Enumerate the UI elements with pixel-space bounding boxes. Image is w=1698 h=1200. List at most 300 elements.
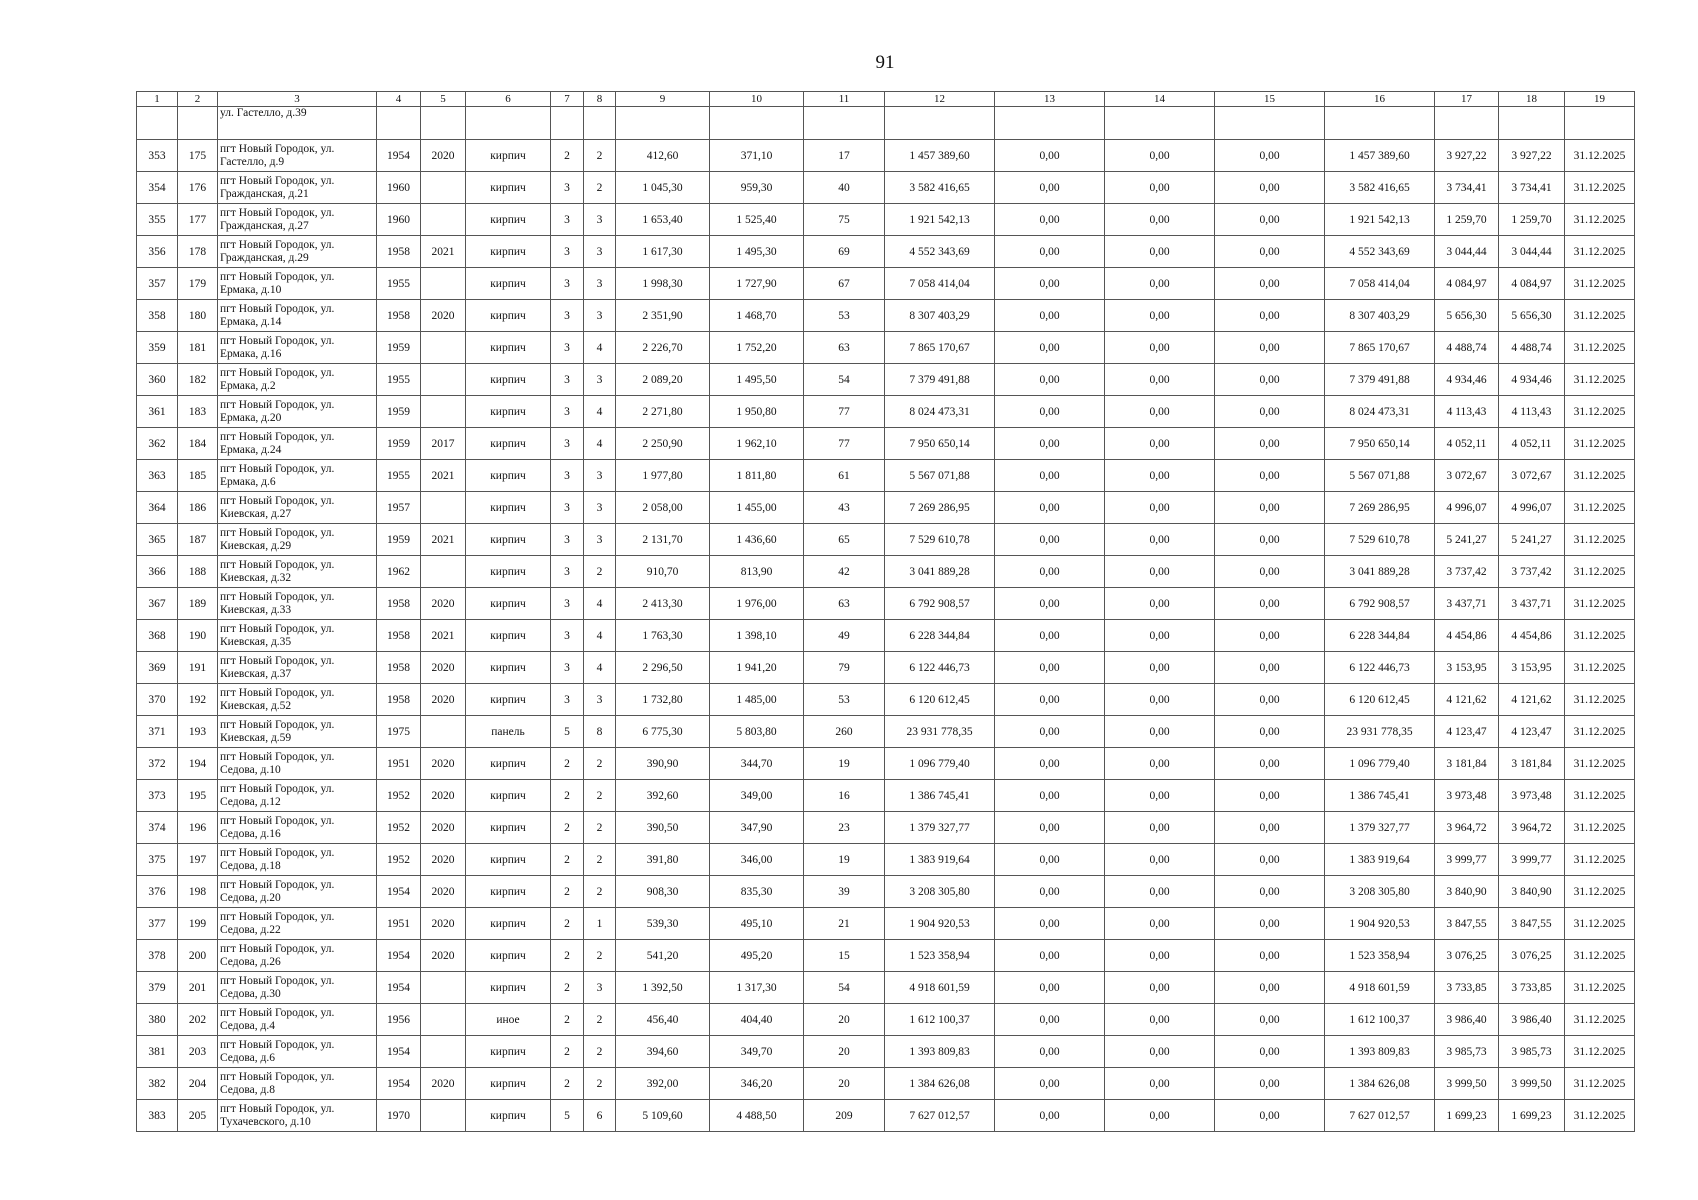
table-cell: 31.12.2025 xyxy=(1565,716,1635,748)
table-cell: 31.12.2025 xyxy=(1565,972,1635,1004)
table-cell: 412,60 xyxy=(616,140,710,172)
table-cell: 2020 xyxy=(421,812,466,844)
table-cell: 63 xyxy=(804,588,885,620)
table-cell: 2 250,90 xyxy=(616,428,710,460)
table-cell: 6 122 446,73 xyxy=(885,652,995,684)
table-cell: 362 xyxy=(137,428,178,460)
table-cell: 31.12.2025 xyxy=(1565,460,1635,492)
table-cell: 373 xyxy=(137,780,178,812)
table-cell: 180 xyxy=(178,300,218,332)
table-cell: 0,00 xyxy=(1215,620,1325,652)
table-cell: 0,00 xyxy=(1215,684,1325,716)
address-cell: пгт Новый Городок, ул. Седова, д.16 xyxy=(218,812,377,844)
table-cell: 1 732,80 xyxy=(616,684,710,716)
table-row xyxy=(137,140,1635,172)
table-cell: 0,00 xyxy=(1215,140,1325,172)
table-cell: 175 xyxy=(178,140,218,172)
table-cell: кирпич xyxy=(466,844,551,876)
table-cell: 16 xyxy=(804,780,885,812)
table-cell: 1 495,50 xyxy=(710,364,804,396)
table-cell: 31.12.2025 xyxy=(1565,492,1635,524)
table-cell: 1 457 389,60 xyxy=(1325,140,1435,172)
table-cell: кирпич xyxy=(466,940,551,972)
table-cell: 31.12.2025 xyxy=(1565,620,1635,652)
table-cell: кирпич xyxy=(466,332,551,364)
table-cell: 4 084,97 xyxy=(1499,268,1565,300)
table-cell: 383 xyxy=(137,1100,178,1132)
table-cell: 1 921 542,13 xyxy=(885,204,995,236)
table-cell: 3 153,95 xyxy=(1435,652,1499,684)
table-row xyxy=(137,524,1635,556)
table-cell: 31.12.2025 xyxy=(1565,1068,1635,1100)
table-cell: 0,00 xyxy=(995,844,1105,876)
table-cell: 2021 xyxy=(421,236,466,268)
table-cell: 5 241,27 xyxy=(1435,524,1499,556)
table-cell: 65 xyxy=(804,524,885,556)
table-cell: 0,00 xyxy=(1105,748,1215,780)
table-cell: 1954 xyxy=(377,972,421,1004)
table-cell: 3 xyxy=(551,556,584,588)
address-cell: пгт Новый Городок, ул. Ермака, д.2 xyxy=(218,364,377,396)
table-cell: 1 259,70 xyxy=(1435,204,1499,236)
table-cell: 193 xyxy=(178,716,218,748)
table-cell: 0,00 xyxy=(1105,812,1215,844)
table-cell: 3 076,25 xyxy=(1435,940,1499,972)
table-cell: 184 xyxy=(178,428,218,460)
table-cell: кирпич xyxy=(466,428,551,460)
table-cell: 1 386 745,41 xyxy=(885,780,995,812)
table-cell: 3 973,48 xyxy=(1499,780,1565,812)
table-cell: 31.12.2025 xyxy=(1565,748,1635,780)
table-cell: 7 269 286,95 xyxy=(1325,492,1435,524)
table-cell: 0,00 xyxy=(1215,1036,1325,1068)
table-cell: 3 734,41 xyxy=(1499,172,1565,204)
table-cell: 3 733,85 xyxy=(1435,972,1499,1004)
table-cell: 200 xyxy=(178,940,218,972)
table-cell: 191 xyxy=(178,652,218,684)
table-cell: 183 xyxy=(178,396,218,428)
table-row xyxy=(137,1068,1635,1100)
table-cell: 2 xyxy=(551,940,584,972)
table-cell: 2 xyxy=(551,780,584,812)
table-cell: 196 xyxy=(178,812,218,844)
table-cell: 0,00 xyxy=(995,172,1105,204)
table-cell: 0,00 xyxy=(1105,1036,1215,1068)
table-cell: 392,00 xyxy=(616,1068,710,1100)
table-cell: 539,30 xyxy=(616,908,710,940)
table-cell: 178 xyxy=(178,236,218,268)
table-cell: 31.12.2025 xyxy=(1565,684,1635,716)
table-cell: 17 xyxy=(804,140,885,172)
table-row xyxy=(137,716,1635,748)
table-cell: 3 437,71 xyxy=(1435,588,1499,620)
table-cell: 1 468,70 xyxy=(710,300,804,332)
table-cell: 1 904 920,53 xyxy=(885,908,995,940)
table-cell: 1959 xyxy=(377,396,421,428)
table-cell: 0,00 xyxy=(1215,652,1325,684)
table-cell: кирпич xyxy=(466,620,551,652)
table-cell: 1 904 920,53 xyxy=(1325,908,1435,940)
table-cell: 5 656,30 xyxy=(1499,300,1565,332)
table-cell: 346,20 xyxy=(710,1068,804,1100)
table-cell: 5 xyxy=(551,1100,584,1132)
table-cell: 1954 xyxy=(377,940,421,972)
table-cell: 31.12.2025 xyxy=(1565,524,1635,556)
table-cell: 2 xyxy=(584,812,616,844)
table-cell: 23 931 778,35 xyxy=(885,716,995,748)
table-cell: 3 044,44 xyxy=(1435,236,1499,268)
table-cell: 0,00 xyxy=(1105,300,1215,332)
table-cell: 2 xyxy=(551,876,584,908)
table-cell: 1952 xyxy=(377,844,421,876)
address-cell: пгт Новый Городок, ул. Киевская, д.37 xyxy=(218,652,377,684)
table-cell: 0,00 xyxy=(1215,748,1325,780)
address-cell: пгт Новый Городок, ул. Гражданская, д.27 xyxy=(218,204,377,236)
table-cell: 31.12.2025 xyxy=(1565,332,1635,364)
table-cell: 7 865 170,67 xyxy=(885,332,995,364)
column-header: 17 xyxy=(1435,92,1499,107)
address-cell: пгт Новый Городок, ул. Седова, д.10 xyxy=(218,748,377,780)
table-cell: кирпич xyxy=(466,204,551,236)
table-cell: 3 xyxy=(551,300,584,332)
table-cell: 6 xyxy=(584,1100,616,1132)
table-cell: 189 xyxy=(178,588,218,620)
column-header: 13 xyxy=(995,92,1105,107)
table-cell: 260 xyxy=(804,716,885,748)
table-cell: 0,00 xyxy=(995,940,1105,972)
table-cell: кирпич xyxy=(466,748,551,780)
table-cell: 40 xyxy=(804,172,885,204)
table-cell: 360 xyxy=(137,364,178,396)
table-cell: кирпич xyxy=(466,684,551,716)
table-cell: 198 xyxy=(178,876,218,908)
table-cell: 495,10 xyxy=(710,908,804,940)
table-cell: 1 653,40 xyxy=(616,204,710,236)
table-cell: панель xyxy=(466,716,551,748)
table-cell: 4 454,86 xyxy=(1499,620,1565,652)
table-cell: 67 xyxy=(804,268,885,300)
table-cell: 5 567 071,88 xyxy=(885,460,995,492)
table-cell: 3 999,77 xyxy=(1499,844,1565,876)
table-cell: 188 xyxy=(178,556,218,588)
table-cell: 0,00 xyxy=(995,652,1105,684)
table-cell: 3 737,42 xyxy=(1435,556,1499,588)
table-cell: 1 950,80 xyxy=(710,396,804,428)
table-cell: 0,00 xyxy=(1105,876,1215,908)
column-header: 15 xyxy=(1215,92,1325,107)
table-cell: 2 xyxy=(551,140,584,172)
table-cell: 0,00 xyxy=(1215,780,1325,812)
table-cell: 3 072,67 xyxy=(1435,460,1499,492)
table-cell: 2 xyxy=(551,748,584,780)
table-cell: 3 847,55 xyxy=(1499,908,1565,940)
table-cell xyxy=(421,172,466,204)
table-cell: 0,00 xyxy=(995,268,1105,300)
table-cell: 394,60 xyxy=(616,1036,710,1068)
table-cell: 1951 xyxy=(377,748,421,780)
continued-row xyxy=(137,107,1635,140)
table-cell: 0,00 xyxy=(995,396,1105,428)
table-cell: 0,00 xyxy=(995,908,1105,940)
table-cell: кирпич xyxy=(466,300,551,332)
table-cell: кирпич xyxy=(466,268,551,300)
column-header: 12 xyxy=(885,92,995,107)
table-cell: кирпич xyxy=(466,1068,551,1100)
table-cell: 358 xyxy=(137,300,178,332)
table-cell: 1 392,50 xyxy=(616,972,710,1004)
table-cell: 3 999,50 xyxy=(1499,1068,1565,1100)
table-cell: 3 xyxy=(551,460,584,492)
table-cell: 2 089,20 xyxy=(616,364,710,396)
table-cell: 0,00 xyxy=(1105,556,1215,588)
table-cell: 404,40 xyxy=(710,1004,804,1036)
table-cell: 31.12.2025 xyxy=(1565,1004,1635,1036)
table-cell: 15 xyxy=(804,940,885,972)
table-cell: 3 986,40 xyxy=(1499,1004,1565,1036)
table-cell: 1970 xyxy=(377,1100,421,1132)
table-cell: 204 xyxy=(178,1068,218,1100)
table-cell: 0,00 xyxy=(1105,204,1215,236)
table-cell: 23 931 778,35 xyxy=(1325,716,1435,748)
table-cell xyxy=(421,1100,466,1132)
table-cell: 390,90 xyxy=(616,748,710,780)
table-cell: 4 xyxy=(584,428,616,460)
table-cell: 176 xyxy=(178,172,218,204)
table-cell: 1 617,30 xyxy=(616,236,710,268)
table-cell: 31.12.2025 xyxy=(1565,172,1635,204)
table-cell: 0,00 xyxy=(1105,524,1215,556)
table-cell: 3 xyxy=(551,652,584,684)
address-cell: пгт Новый Городок, ул. Тухачевского, д.10 xyxy=(218,1100,377,1132)
table-cell: 2 xyxy=(584,940,616,972)
table-cell: 1 525,40 xyxy=(710,204,804,236)
table-cell: 356 xyxy=(137,236,178,268)
table-cell: 182 xyxy=(178,364,218,396)
table-cell: 3 xyxy=(584,364,616,396)
table-cell: 4 xyxy=(584,332,616,364)
table-cell: 0,00 xyxy=(1105,684,1215,716)
table-cell: 1 485,00 xyxy=(710,684,804,716)
table-cell: 0,00 xyxy=(995,460,1105,492)
table-cell: 42 xyxy=(804,556,885,588)
table-cell: 0,00 xyxy=(1105,428,1215,460)
table-cell: 181 xyxy=(178,332,218,364)
table-row xyxy=(137,748,1635,780)
table-row xyxy=(137,300,1635,332)
table-row xyxy=(137,172,1635,204)
table-cell: 21 xyxy=(804,908,885,940)
table-cell: 0,00 xyxy=(1215,524,1325,556)
table-cell: 3 999,77 xyxy=(1435,844,1499,876)
table-cell: 1 612 100,37 xyxy=(885,1004,995,1036)
table-cell: 5 109,60 xyxy=(616,1100,710,1132)
table-cell: 392,60 xyxy=(616,780,710,812)
table-cell: 379 xyxy=(137,972,178,1004)
table-cell: 908,30 xyxy=(616,876,710,908)
table-cell: 194 xyxy=(178,748,218,780)
table-cell: 377 xyxy=(137,908,178,940)
table-row xyxy=(137,684,1635,716)
table-cell: 6 228 344,84 xyxy=(885,620,995,652)
table-cell: 0,00 xyxy=(995,556,1105,588)
table-cell: 8 307 403,29 xyxy=(1325,300,1435,332)
table-cell: 49 xyxy=(804,620,885,652)
table-cell: 2021 xyxy=(421,620,466,652)
table-cell: 19 xyxy=(804,748,885,780)
table-cell: 7 058 414,04 xyxy=(1325,268,1435,300)
column-header: 7 xyxy=(551,92,584,107)
table-cell: 456,40 xyxy=(616,1004,710,1036)
table-cell: 1955 xyxy=(377,460,421,492)
table-row xyxy=(137,588,1635,620)
table-cell: 0,00 xyxy=(1105,492,1215,524)
table-cell: 0,00 xyxy=(995,140,1105,172)
table-cell: 4 488,74 xyxy=(1499,332,1565,364)
table-row xyxy=(137,812,1635,844)
table-cell: 0,00 xyxy=(995,972,1105,1004)
table-cell: 0,00 xyxy=(1215,972,1325,1004)
table-cell: 3 xyxy=(551,332,584,364)
table-cell: 1 096 779,40 xyxy=(885,748,995,780)
table-cell: 1 259,70 xyxy=(1499,204,1565,236)
table-cell: 1 384 626,08 xyxy=(1325,1068,1435,1100)
table-cell: 31.12.2025 xyxy=(1565,876,1635,908)
table-cell: 3 733,85 xyxy=(1499,972,1565,1004)
table-cell: 4 052,11 xyxy=(1435,428,1499,460)
table-cell: 1 379 327,77 xyxy=(885,812,995,844)
table-cell: 375 xyxy=(137,844,178,876)
table-cell: 381 xyxy=(137,1036,178,1068)
table-cell: 0,00 xyxy=(1105,236,1215,268)
table-cell: 5 241,27 xyxy=(1499,524,1565,556)
table-cell: 4 552 343,69 xyxy=(885,236,995,268)
table-cell: 0,00 xyxy=(995,1068,1105,1100)
table-cell: 0,00 xyxy=(1215,556,1325,588)
table-cell: 4 123,47 xyxy=(1499,716,1565,748)
table-cell: 1954 xyxy=(377,140,421,172)
table-cell: 4 123,47 xyxy=(1435,716,1499,748)
table-cell: 3 xyxy=(551,492,584,524)
table-cell: 31.12.2025 xyxy=(1565,556,1635,588)
table-cell: 31.12.2025 xyxy=(1565,1036,1635,1068)
column-header: 8 xyxy=(584,92,616,107)
table-cell: 1958 xyxy=(377,300,421,332)
table-cell: 7 950 650,14 xyxy=(885,428,995,460)
table-cell: 2 058,00 xyxy=(616,492,710,524)
table-cell: 20 xyxy=(804,1004,885,1036)
table-cell: 190 xyxy=(178,620,218,652)
table-cell: 75 xyxy=(804,204,885,236)
table-row xyxy=(137,972,1635,1004)
table-cell: 7 379 491,88 xyxy=(1325,364,1435,396)
table-cell: 2 xyxy=(551,812,584,844)
table-cell: 0,00 xyxy=(1215,332,1325,364)
table-cell: 199 xyxy=(178,908,218,940)
table-row xyxy=(137,364,1635,396)
table-cell: 7 529 610,78 xyxy=(1325,524,1435,556)
table-cell: 378 xyxy=(137,940,178,972)
table-cell: кирпич xyxy=(466,172,551,204)
table-cell: 1959 xyxy=(377,332,421,364)
table-cell: 186 xyxy=(178,492,218,524)
table-cell: 2 351,90 xyxy=(616,300,710,332)
table-cell: 2 xyxy=(584,140,616,172)
table-cell: 1952 xyxy=(377,780,421,812)
table-cell: 2 xyxy=(551,972,584,1004)
table-cell: 3 964,72 xyxy=(1499,812,1565,844)
table-cell: 1955 xyxy=(377,364,421,396)
address-cell: пгт Новый Городок, ул. Ермака, д.16 xyxy=(218,332,377,364)
table-cell: 1 045,30 xyxy=(616,172,710,204)
table-cell: 1958 xyxy=(377,236,421,268)
table-cell: 31.12.2025 xyxy=(1565,300,1635,332)
table-cell: 209 xyxy=(804,1100,885,1132)
table-cell: 367 xyxy=(137,588,178,620)
address-cell: пгт Новый Городок, ул. Киевская, д.29 xyxy=(218,524,377,556)
table-cell: 1 317,30 xyxy=(710,972,804,1004)
table-cell: 7 058 414,04 xyxy=(885,268,995,300)
table-cell: 835,30 xyxy=(710,876,804,908)
table-cell: 0,00 xyxy=(1105,940,1215,972)
table-cell: 391,80 xyxy=(616,844,710,876)
table-cell: 3 208 305,80 xyxy=(1325,876,1435,908)
column-header: 18 xyxy=(1499,92,1565,107)
table-cell: 7 379 491,88 xyxy=(885,364,995,396)
table-cell: 4 xyxy=(584,396,616,428)
table-cell: 31.12.2025 xyxy=(1565,812,1635,844)
table-row xyxy=(137,652,1635,684)
column-header: 19 xyxy=(1565,92,1635,107)
table-cell: 185 xyxy=(178,460,218,492)
table-cell: 3 840,90 xyxy=(1435,876,1499,908)
table-cell: 0,00 xyxy=(995,1100,1105,1132)
table-cell: 0,00 xyxy=(1215,844,1325,876)
table-cell: 0,00 xyxy=(1215,908,1325,940)
table-cell: 1 998,30 xyxy=(616,268,710,300)
table-cell: 359 xyxy=(137,332,178,364)
table-cell: 1 752,20 xyxy=(710,332,804,364)
table-cell: 53 xyxy=(804,684,885,716)
table-cell: 6 792 908,57 xyxy=(1325,588,1435,620)
table-cell: 31.12.2025 xyxy=(1565,940,1635,972)
table-cell: 3 734,41 xyxy=(1435,172,1499,204)
table-cell: 2 131,70 xyxy=(616,524,710,556)
table-cell: 1 763,30 xyxy=(616,620,710,652)
table-cell: 3 xyxy=(551,396,584,428)
table-cell: 39 xyxy=(804,876,885,908)
table-cell: 4 488,74 xyxy=(1435,332,1499,364)
table-cell: 3 xyxy=(584,524,616,556)
column-header: 2 xyxy=(178,92,218,107)
table-cell: 376 xyxy=(137,876,178,908)
table-cell: 2 xyxy=(584,844,616,876)
table-cell: 3 xyxy=(584,460,616,492)
table-cell: 3 927,22 xyxy=(1499,140,1565,172)
table-cell: 0,00 xyxy=(1215,1068,1325,1100)
table-cell: 2 xyxy=(584,172,616,204)
table-cell: 61 xyxy=(804,460,885,492)
table-cell: 0,00 xyxy=(995,524,1105,556)
table-cell: 3 xyxy=(584,492,616,524)
table-cell: 1 727,90 xyxy=(710,268,804,300)
table-cell: 54 xyxy=(804,364,885,396)
table-cell: 205 xyxy=(178,1100,218,1132)
table-cell: 3 072,67 xyxy=(1499,460,1565,492)
table-cell: 4 xyxy=(584,588,616,620)
table-cell: 0,00 xyxy=(1105,1100,1215,1132)
page-number: 91 xyxy=(875,52,895,73)
table-cell: кирпич xyxy=(466,972,551,1004)
